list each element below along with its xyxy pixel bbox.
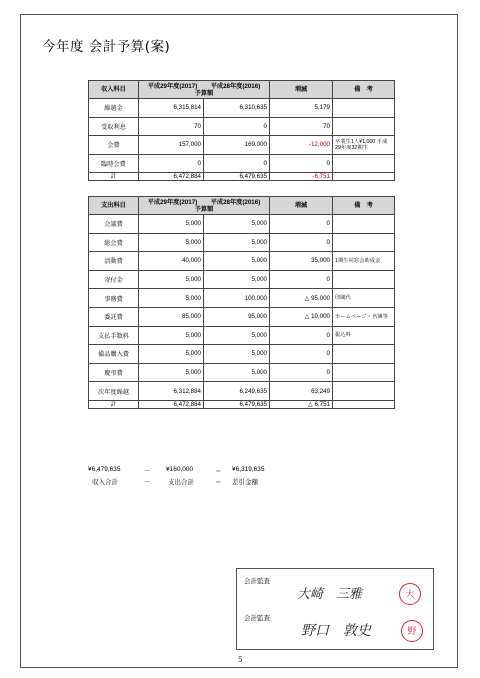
summary-balance-label: 差引金額	[232, 479, 258, 486]
row-note	[333, 345, 395, 364]
income-header-yosan: 予算額	[194, 89, 214, 97]
table-row	[89, 326, 395, 345]
row-note	[333, 99, 395, 118]
income-header-2017: 平成29年度(2017)	[147, 82, 198, 90]
row-2016-value: 5,000	[204, 252, 270, 271]
summary-expense-total: ¥160,000	[166, 466, 194, 473]
row-diff-value: △ 95,000	[270, 289, 333, 308]
row-diff-value: 0	[270, 154, 333, 173]
expense-header-2017: 平成29年度(2017)	[147, 198, 198, 206]
row-note: 卒業生1人¥1,000 平成29年度32期生	[333, 136, 395, 155]
row-2017-value: 70	[139, 117, 204, 136]
row-subject: 会費	[89, 136, 139, 155]
summary-equals: ＝	[215, 468, 222, 475]
table-row	[89, 215, 395, 234]
row-subject: 次年度繰越	[89, 382, 139, 401]
expense-header-yosan: 予算額	[194, 205, 214, 213]
income-header-diff: 増減	[270, 81, 333, 99]
row-2016-value: 5,000	[204, 270, 270, 289]
row-subject: 委託費	[89, 307, 139, 326]
audit-signature-box	[236, 568, 434, 650]
row-note	[333, 173, 395, 181]
row-diff-value: -6,751	[270, 173, 333, 181]
row-2017-value: 5,000	[139, 289, 204, 308]
row-subject: 慶弔費	[89, 363, 139, 382]
table-row	[89, 252, 395, 271]
table-row	[89, 307, 395, 326]
row-subject: 臨時会費	[89, 154, 139, 173]
row-2017-value: 157,000	[139, 136, 204, 155]
income-total-row	[89, 173, 395, 181]
table-row	[89, 345, 395, 364]
row-note: 印刷代	[333, 289, 395, 308]
row-diff-value: △ 6,751	[270, 400, 333, 408]
row-subject: 活動費	[89, 252, 139, 271]
expense-header-2016: 平成28年度(2016)	[210, 198, 261, 206]
row-note	[333, 215, 395, 234]
page-number: 5	[238, 656, 243, 664]
row-2016-value: 5,000	[204, 215, 270, 234]
expense-header-budget	[139, 197, 270, 215]
row-diff-value: 0	[270, 270, 333, 289]
row-2016-value: 5,000	[204, 233, 270, 252]
row-2016-value: 5,000	[204, 363, 270, 382]
row-2016-value: 95,000	[204, 307, 270, 326]
table-row	[89, 270, 395, 289]
row-note	[333, 382, 395, 401]
row-diff-value: △ 10,000	[270, 307, 333, 326]
page-title: 今年度 会計予算(案)	[42, 39, 171, 55]
income-header-2016: 平成28年度(2016)	[210, 82, 261, 90]
row-subject: 計	[89, 400, 139, 408]
row-diff-value: 5,179	[270, 99, 333, 118]
row-diff-value: 0	[270, 326, 333, 345]
audit-label-1: 会計監査	[244, 577, 270, 585]
row-2017-value: 5,000	[139, 326, 204, 345]
summary-balance: ¥6,319,635	[232, 466, 265, 473]
expense-total-row	[89, 400, 395, 408]
row-subject: 寄付金	[89, 270, 139, 289]
expense-header-diff: 増減	[270, 197, 333, 215]
auditor-seal-2: 野	[401, 620, 423, 642]
income-header-subject: 収入科目	[89, 81, 139, 99]
row-2017-value: 6,312,884	[139, 382, 204, 401]
summary-expense-label: 支出合計	[168, 479, 194, 486]
table-row	[89, 289, 395, 308]
row-subject: 会議費	[89, 215, 139, 234]
auditor-signature-1: 大崎 三雅	[297, 587, 363, 602]
auditor-seal-1: 大	[399, 583, 421, 605]
row-2017-value: 0	[139, 154, 204, 173]
summary-income-label: 収入合計	[92, 479, 118, 486]
row-2017-value: 5,000	[139, 270, 204, 289]
table-row	[89, 99, 395, 118]
row-2017-value: 5,000	[139, 233, 204, 252]
row-2016-value: 6,310,635	[204, 99, 270, 118]
row-note	[333, 363, 395, 382]
row-2016-value: 100,000	[204, 289, 270, 308]
row-2016-value: 169,000	[204, 136, 270, 155]
expense-table	[88, 196, 395, 409]
row-note	[333, 400, 395, 408]
expense-header-subject: 支出科目	[89, 197, 139, 215]
row-diff-value: 63,249	[270, 382, 333, 401]
row-note: 1期生同窓会助成金	[333, 252, 395, 271]
row-2016-value: 0	[204, 117, 270, 136]
summary-income-total: ¥6,479,635	[88, 466, 121, 473]
row-diff-value: 0	[270, 215, 333, 234]
row-2016-value: 0	[204, 154, 270, 173]
income-header-note: 備 考	[333, 81, 395, 99]
table-row	[89, 154, 395, 173]
table-row	[89, 136, 395, 155]
row-2017-value: 40,000	[139, 252, 204, 271]
row-diff-value: 35,000	[270, 252, 333, 271]
row-note: ホームページ・名簿等	[333, 307, 395, 326]
row-2016-value: 6,249,635	[204, 382, 270, 401]
audit-label-2: 会計監査	[244, 614, 270, 622]
row-note: 振込料	[333, 326, 395, 345]
row-subject: 事務費	[89, 289, 139, 308]
row-2016-value: 6,479,635	[204, 400, 270, 408]
summary-minus-label: －	[144, 479, 151, 486]
row-2017-value: 5,000	[139, 215, 204, 234]
auditor-signature-2: 野口 敦史	[301, 623, 371, 639]
row-2016-value: 5,000	[204, 326, 270, 345]
summary-equals-label: ＝	[215, 479, 222, 486]
table-row	[89, 117, 395, 136]
row-2016-value: 5,000	[204, 345, 270, 364]
row-note	[333, 270, 395, 289]
row-subject: 備品購入費	[89, 345, 139, 364]
row-subject: 総会費	[89, 233, 139, 252]
row-diff-value: -12,000	[270, 136, 333, 155]
row-2016-value: 6,479,635	[204, 173, 270, 181]
table-row	[89, 382, 395, 401]
row-subject: 繰越金	[89, 99, 139, 118]
row-diff-value: 0	[270, 233, 333, 252]
table-row	[89, 233, 395, 252]
expense-header-note: 備 考	[333, 197, 395, 215]
row-2017-value: 85,000	[139, 307, 204, 326]
row-2017-value: 6,472,884	[139, 400, 204, 408]
row-2017-value: 5,000	[139, 345, 204, 364]
row-note	[333, 117, 395, 136]
row-2017-value: 5,000	[139, 363, 204, 382]
row-diff-value: 70	[270, 117, 333, 136]
row-subject: 支払手数料	[89, 326, 139, 345]
income-table	[88, 80, 395, 181]
row-diff-value: 0	[270, 345, 333, 364]
income-header-budget	[139, 81, 270, 99]
row-note	[333, 154, 395, 173]
row-diff-value: 0	[270, 363, 333, 382]
row-note	[333, 233, 395, 252]
summary-minus: －	[144, 468, 151, 475]
row-2017-value: 6,315,814	[139, 99, 204, 118]
row-subject: 受取利息	[89, 117, 139, 136]
table-row	[89, 363, 395, 382]
row-subject: 計	[89, 173, 139, 181]
row-2017-value: 6,472,884	[139, 173, 204, 181]
